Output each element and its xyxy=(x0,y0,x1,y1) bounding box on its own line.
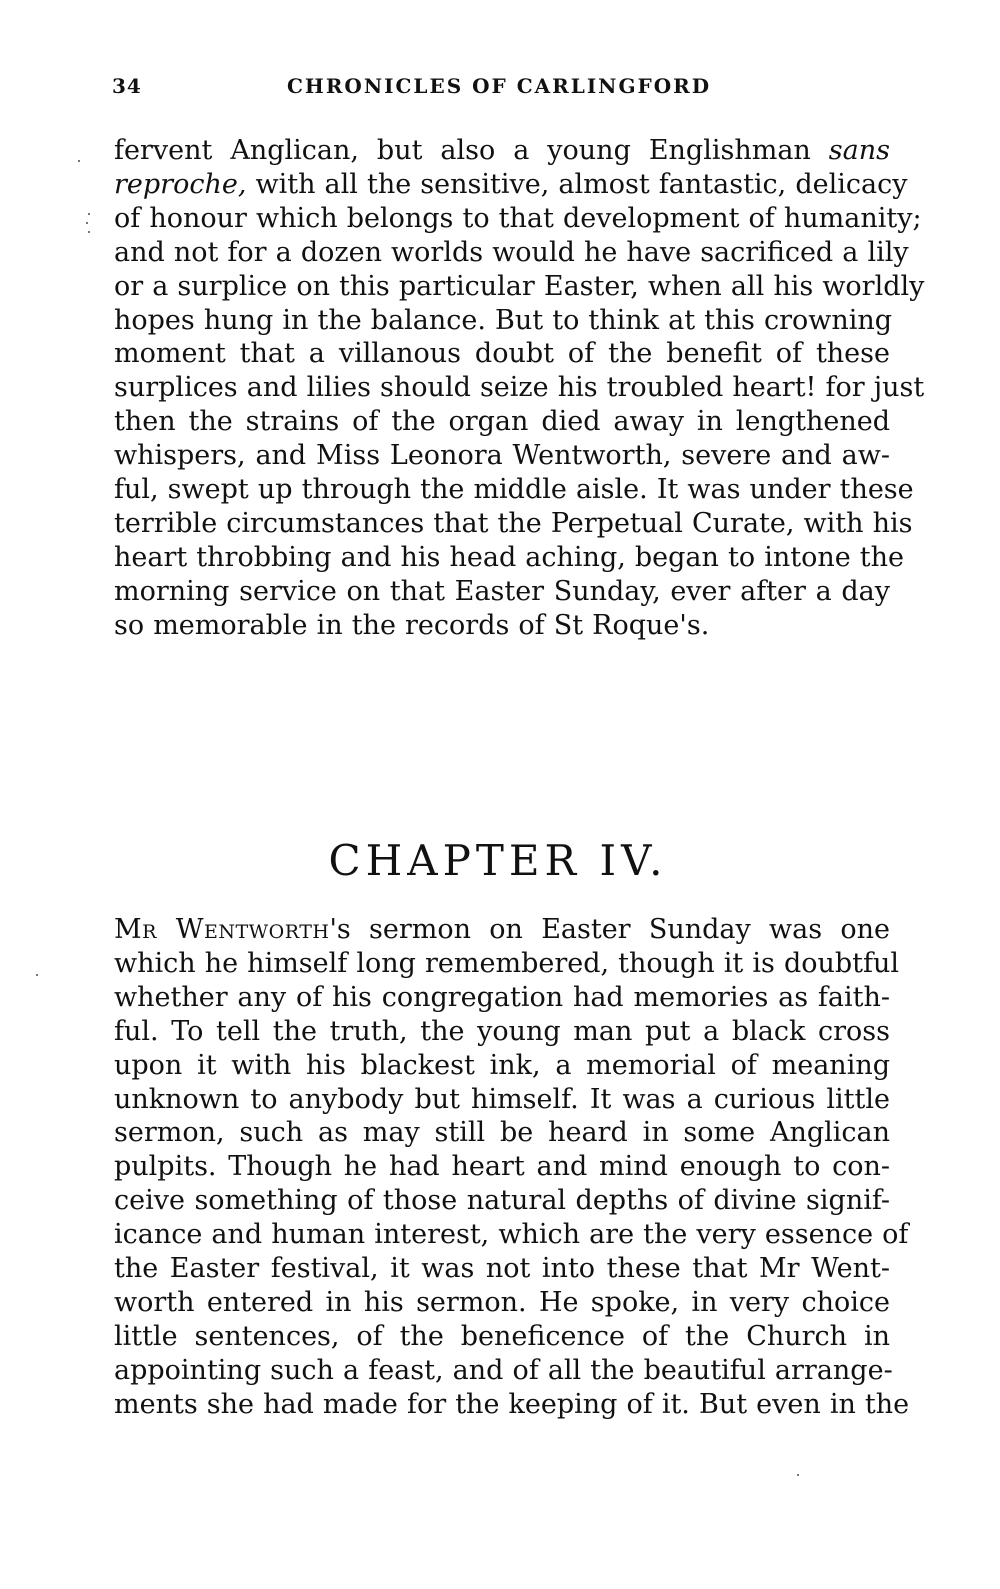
scan-speck xyxy=(88,213,90,215)
text-line: pulpits. Though he had heart and mind enough to con- xyxy=(114,1151,890,1183)
text-line: upon it with his blackest ink, a memorial of meaning xyxy=(114,1049,890,1081)
text-line: ful. To tell the truth, the young man put a black cross xyxy=(114,1015,890,1047)
text-line xyxy=(114,913,890,947)
text-line: surplices and lilies should seize his troubled heart! for just xyxy=(114,372,925,404)
text-line: morning service on that Easter Sunday, ever after a day xyxy=(114,575,890,607)
text-line: hopes hung in the balance. But to think at this crowning xyxy=(114,304,893,336)
running-title: CHRONICLES OF CARLINGFORD xyxy=(287,74,712,98)
text-line: ful, swept up through the middle aisle. It was under these xyxy=(114,474,914,506)
text-line: worth entered in his sermon. He spoke, in very choice xyxy=(114,1286,890,1318)
scan-speck xyxy=(78,160,80,162)
continued-paragraph xyxy=(114,134,925,643)
text-line: fervent Anglican, but also a young Englishman sans xyxy=(114,135,890,166)
text-line: sermon, such as may still be heard in some Anglican xyxy=(114,1117,890,1149)
chapter-paragraph xyxy=(114,913,910,1422)
text-line: whether any of his congregation had memories as faith- xyxy=(114,981,890,1013)
text-line: whispers, and Miss Leonora Wentworth, severe and aw- xyxy=(114,440,890,472)
text-line: moment that a villanous doubt of the benefit of these xyxy=(114,338,890,370)
text-line: unknown to anybody but himself. It was a curious little xyxy=(114,1083,890,1115)
running-head xyxy=(112,74,892,104)
scan-speck xyxy=(797,1474,799,1476)
page-number: 34 xyxy=(112,74,142,98)
small-caps-name: Mr Wentworth xyxy=(114,914,330,945)
text-line: icance and human interest, which are the very essence of xyxy=(114,1219,909,1251)
scan-speck xyxy=(88,231,90,233)
text-line: and not for a dozen worlds would he have sacrificed a lily xyxy=(114,236,909,268)
text-line: heart throbbing and his head aching, began to intone the xyxy=(114,541,904,573)
text-line: or a surplice on this particular Easter, when all his worldly xyxy=(114,270,925,302)
text-line: ceive something of those natural depths of divine signif- xyxy=(114,1185,890,1217)
text-line: reproche, with all the sensitive, almost fantastic, delicacy xyxy=(114,168,908,200)
opening-rest: 's sermon on Easter Sunday was one xyxy=(329,914,890,945)
text-line: of honour which belongs to that development of humanity; xyxy=(114,202,922,234)
scan-speck xyxy=(86,222,88,224)
chapter-heading-text: CHAPTER IV. xyxy=(328,836,668,885)
italic-phrase: sans xyxy=(828,135,890,166)
chapter-heading xyxy=(0,836,1000,885)
italic-phrase: reproche, xyxy=(114,168,247,200)
text-line: ments she had made for the keeping of it. But even in the xyxy=(114,1388,910,1420)
text-line: the Easter festival, it was not into these that Mr Went- xyxy=(114,1253,890,1285)
text-line: then the strains of the organ died away in lengthened xyxy=(114,406,890,438)
scan-speck xyxy=(36,974,38,976)
text-line: little sentences, of the beneficence of the Church in xyxy=(114,1320,890,1352)
text-line: appointing such a feast, and of all the beautiful arrange- xyxy=(114,1354,893,1386)
text-line: so memorable in the records of St Roque's. xyxy=(114,609,710,641)
text-line: terrible circumstances that the Perpetual Curate, with his xyxy=(114,507,913,539)
text-line: which he himself long remembered, though it is doubtful xyxy=(114,947,900,979)
